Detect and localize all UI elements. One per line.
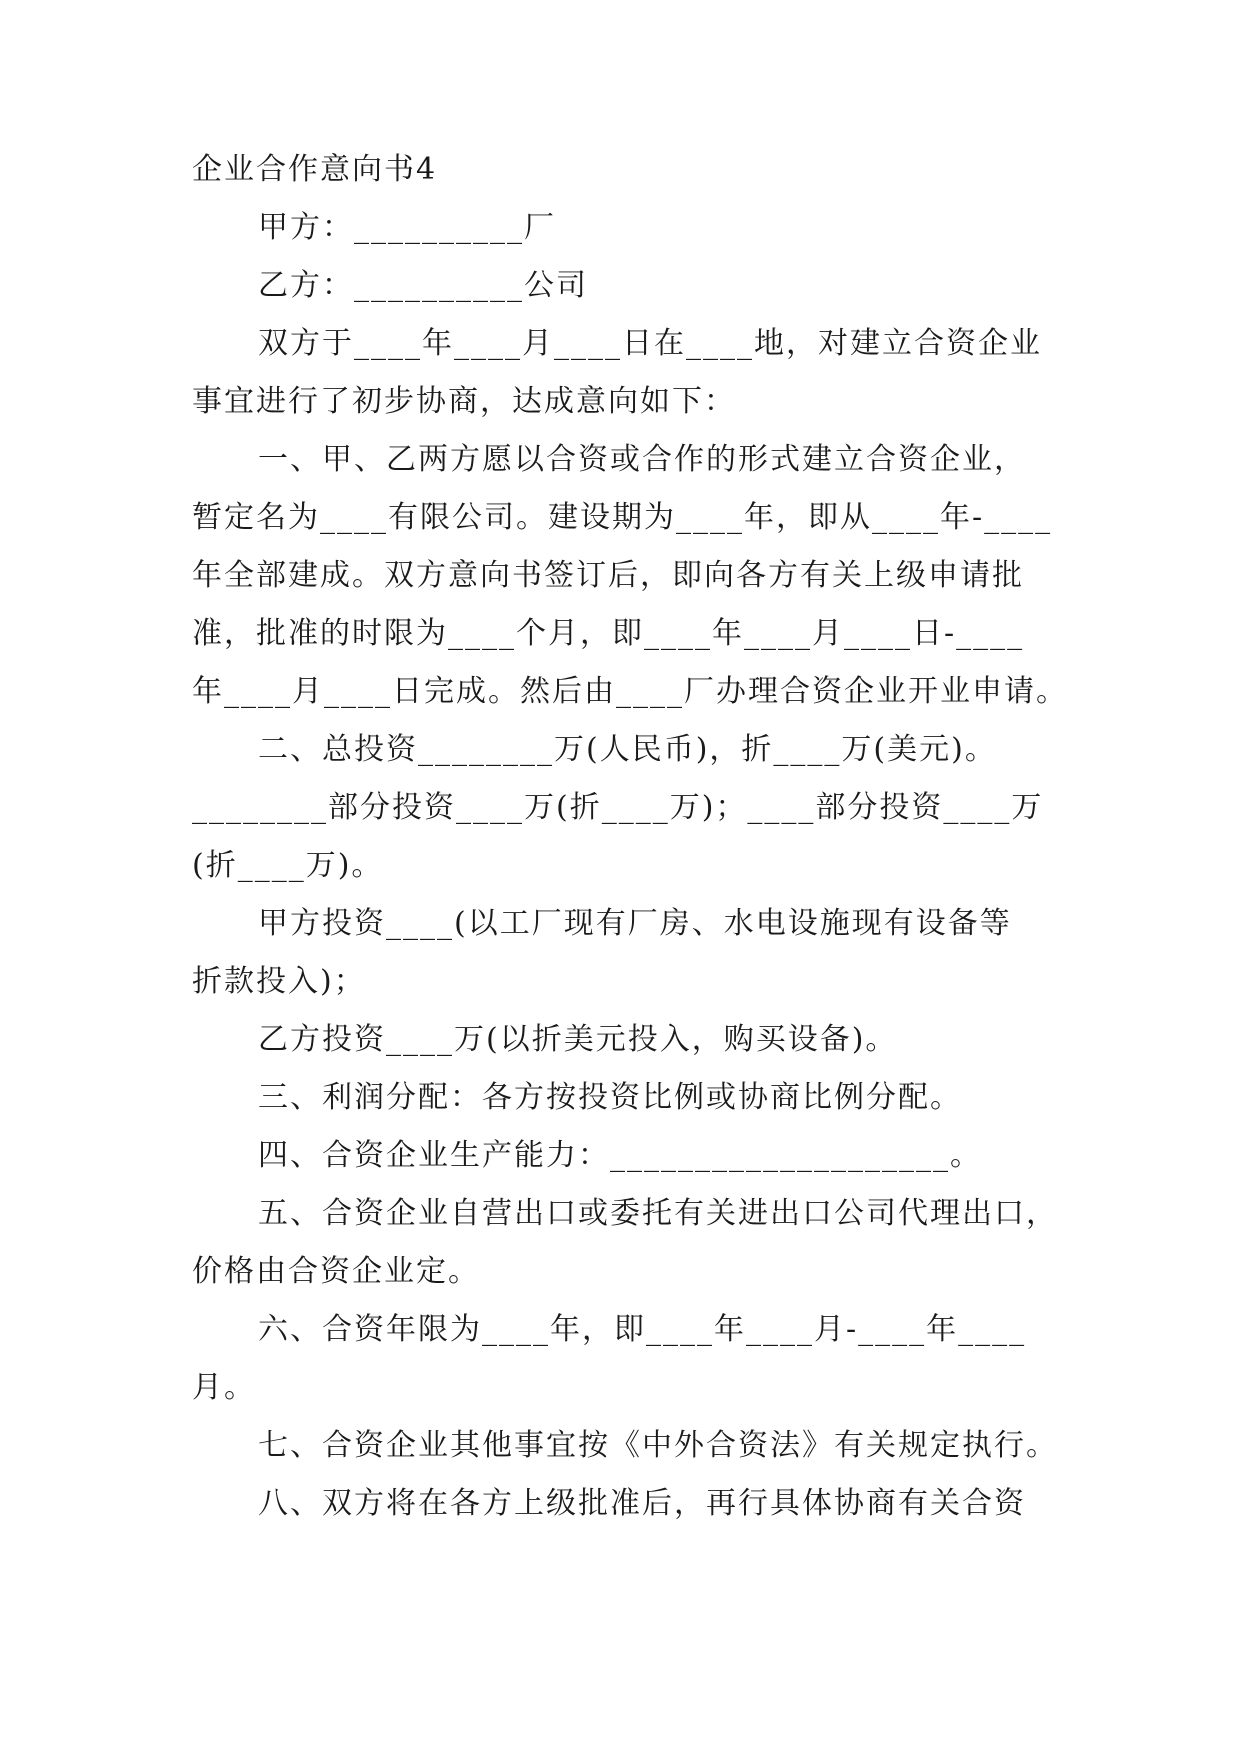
clause-5-line-2: 价格由合资企业定。 bbox=[192, 1254, 480, 1289]
clause-1-line-4: 准，批准的时限为____个月，即____年____月____日-____ bbox=[192, 616, 1025, 651]
clause-5-line-1: 五、合资企业自营出口或委托有关进出口公司代理出口， bbox=[258, 1196, 1058, 1231]
clause-6-line-1: 六、合资年限为____年，即____年____月-____年____ bbox=[258, 1312, 1027, 1347]
intro-line-2: 事宜进行了初步协商，达成意向如下： bbox=[192, 384, 736, 419]
party-a-line: 甲方：__________厂 bbox=[258, 210, 556, 245]
clause-1-line-3: 年全部建成。双方意向书签订后，即向各方有关上级申请批 bbox=[192, 558, 1024, 593]
clause-6-line-2: 月。 bbox=[192, 1370, 256, 1405]
document-title: 企业合作意向书4 bbox=[192, 152, 438, 187]
party-b-investment-line: 乙方投资____万(以折美元投入，购买设备)。 bbox=[258, 1022, 898, 1057]
clause-4-line: 四、合资企业生产能力：____________________。 bbox=[258, 1138, 982, 1173]
party-a-investment-line-2: 折款投入)； bbox=[192, 964, 366, 999]
clause-1-line-2: 暂定名为____有限公司。建设期为____年，即从____年-____ bbox=[192, 500, 1053, 535]
clause-2-line-2: ________部分投资____万(折____万)；____部分投资____万 bbox=[192, 790, 1044, 825]
party-b-line: 乙方：__________公司 bbox=[258, 268, 588, 303]
clause-8-line-1: 八、双方将在各方上级批准后，再行具体协商有关合资 bbox=[258, 1486, 1026, 1521]
clause-2-line-3: (折____万)。 bbox=[192, 848, 384, 883]
clause-1-line-5: 年____月____日完成。然后由____厂办理合资企业开业申请。 bbox=[192, 674, 1068, 709]
party-a-investment-line-1: 甲方投资____(以工厂现有厂房、水电设施现有设备等 bbox=[258, 906, 1012, 941]
clause-7-line: 七、合资企业其他事宜按《中外合资法》有关规定执行。 bbox=[258, 1428, 1058, 1463]
clause-2-line-1: 二、总投资________万(人民币)，折____万(美元)。 bbox=[258, 732, 997, 767]
intro-line-1: 双方于____年____月____日在____地，对建立合资企业 bbox=[258, 326, 1042, 361]
clause-1-line-1: 一、甲、乙两方愿以合资或合作的形式建立合资企业， bbox=[258, 442, 1026, 477]
clause-3-line: 三、利润分配：各方按投资比例或协商比例分配。 bbox=[258, 1080, 962, 1115]
